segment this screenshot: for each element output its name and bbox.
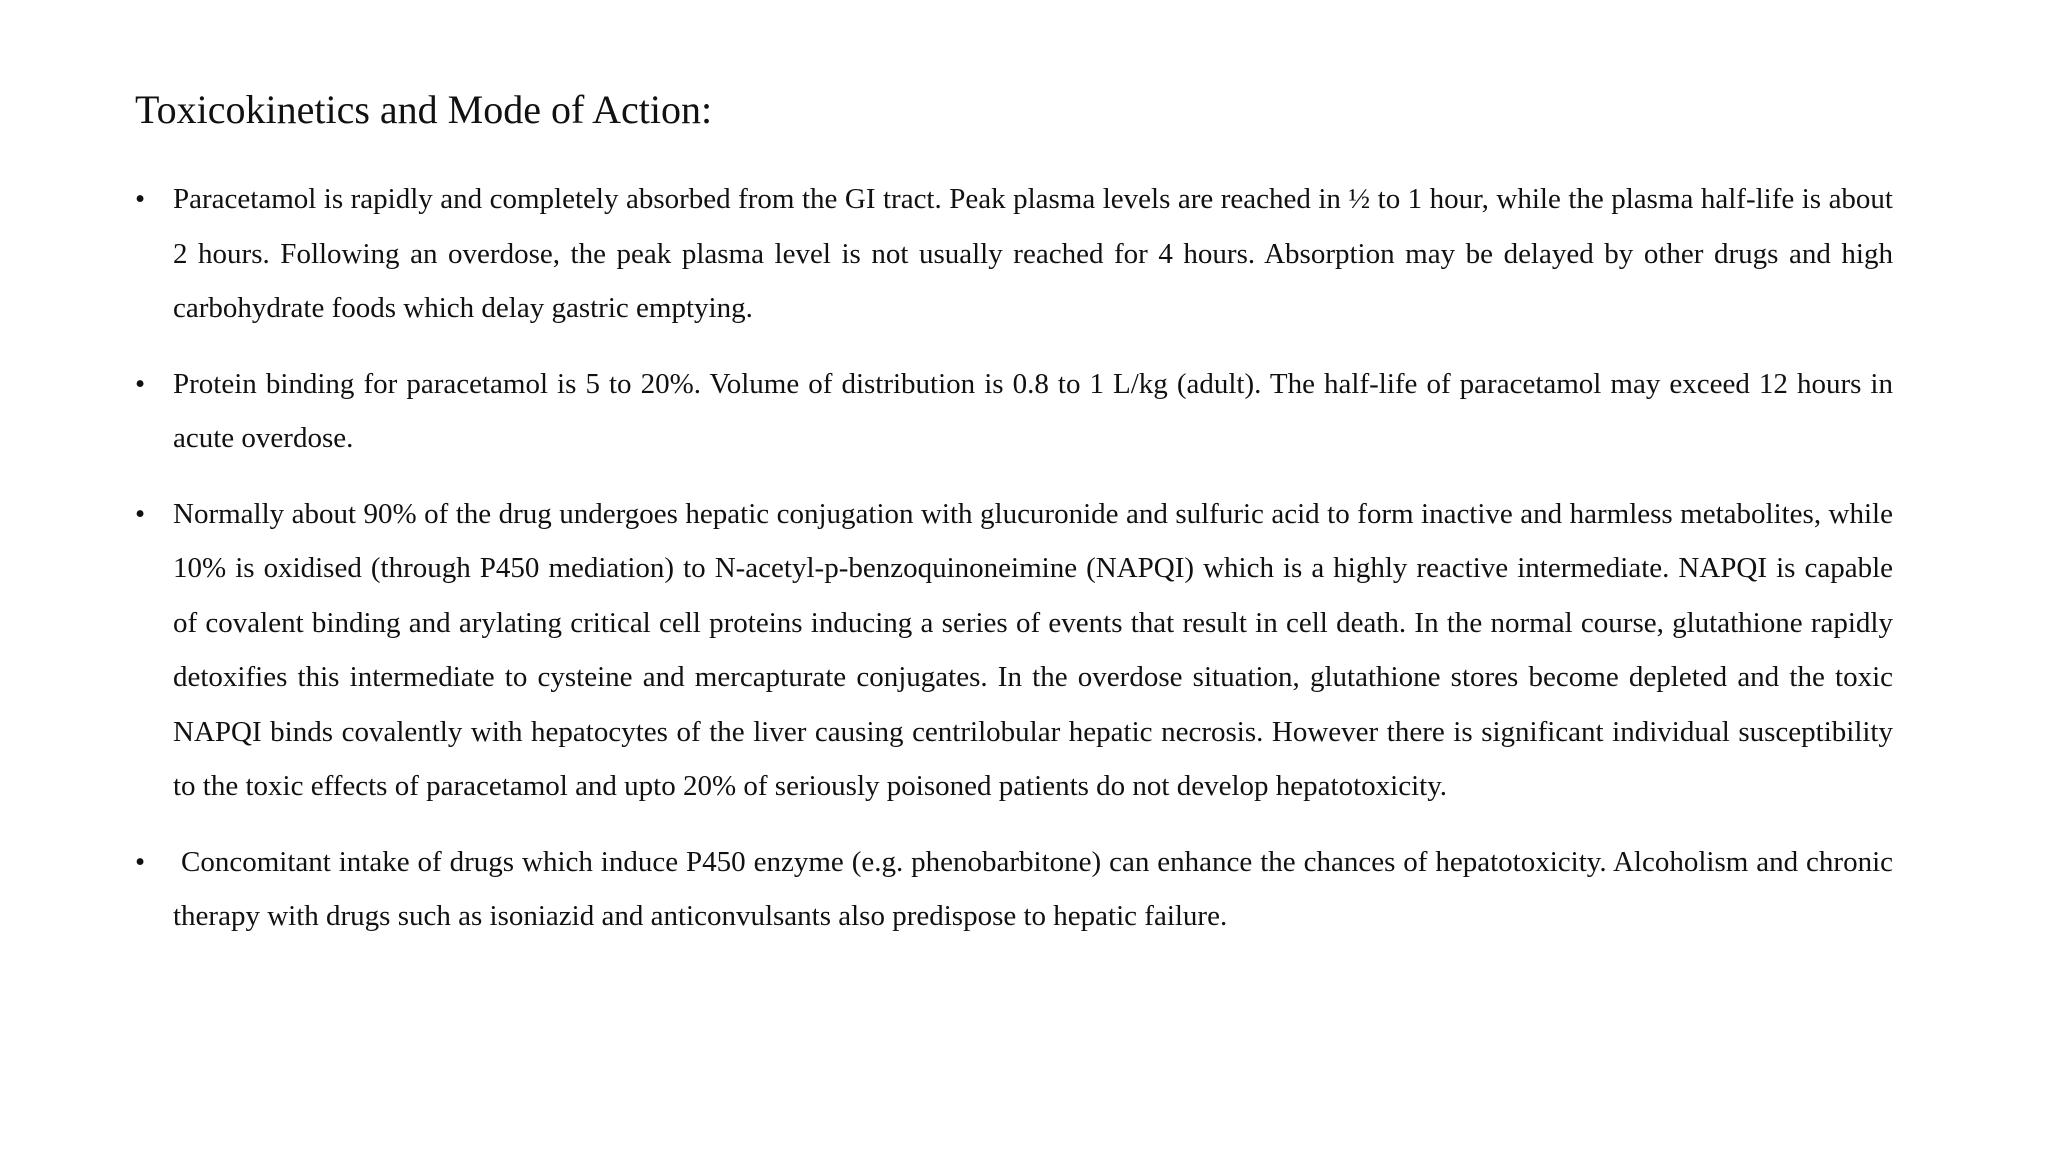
bullet-item-metabolism (135, 487, 1893, 814)
slide-title: Toxicokinetics and Mode of Action: (135, 87, 713, 132)
bullet-text-drug-interactions: Concomitant intake of drugs which induce P450 enzyme (e.g. phenobarbitone) can enhance the chances of hepatotoxicity. Alcoholism and chronic therapy with drugs such as isoniazid and anticonvulsants also predispose to hepatic failure. (173, 845, 1893, 932)
bullet-icon: • (135, 845, 146, 878)
bullet-list (135, 172, 1893, 944)
bullet-item-protein-binding (135, 357, 1893, 466)
bullet-icon: • (135, 497, 146, 530)
bullet-icon: • (135, 367, 146, 400)
bullet-item-absorption (135, 172, 1893, 336)
bullet-icon: • (135, 183, 146, 215)
bullet-text-protein-binding: Protein binding for paracetamol is 5 to 20%. Volume of distribution is 0.8 to 1 L/kg (adult). The half-life of paracetamol may exceed 12 hours in acute overdose. (173, 367, 1893, 454)
bullet-text-absorption: Paracetamol is rapidly and completely absorbed from the GI tract. Peak plasma levels are reached in ½ to 1 hour, while the plasma half-life is about 2 hours. Following an overdose, the peak plasma level is not usually reached for 4 hours. Absorption may be delayed by other drugs and high carbohydrate foods which delay gastric emptying. (173, 183, 1893, 324)
bullet-text-metabolism: Normally about 90% of the drug undergoes hepatic conjugation with glucuronide and sulfuric acid to form inactive and harmless metabolites, while 10% is oxidised (through P450 mediation) to N-acetyl-p-benzoquinoneimine (NAPQI) which is a highly reactive intermediate. NAPQI is capable of covalent binding and arylating critical cell proteins inducing a series of events that result in cell death. In the normal course, glutathione rapidly detoxifies this intermediate to cysteine and mercapturate conjugates. In the overdose situation, glutathione stores become depleted and the toxic NAPQI binds covalently with hepatocytes of the liver causing centrilobular hepatic necrosis. However there is significant individual susceptibility to the toxic effects of paracetamol and upto 20% of seriously poisoned patients do not develop hepatotoxicity. (173, 497, 1893, 802)
bullet-item-drug-interactions (135, 835, 1893, 944)
